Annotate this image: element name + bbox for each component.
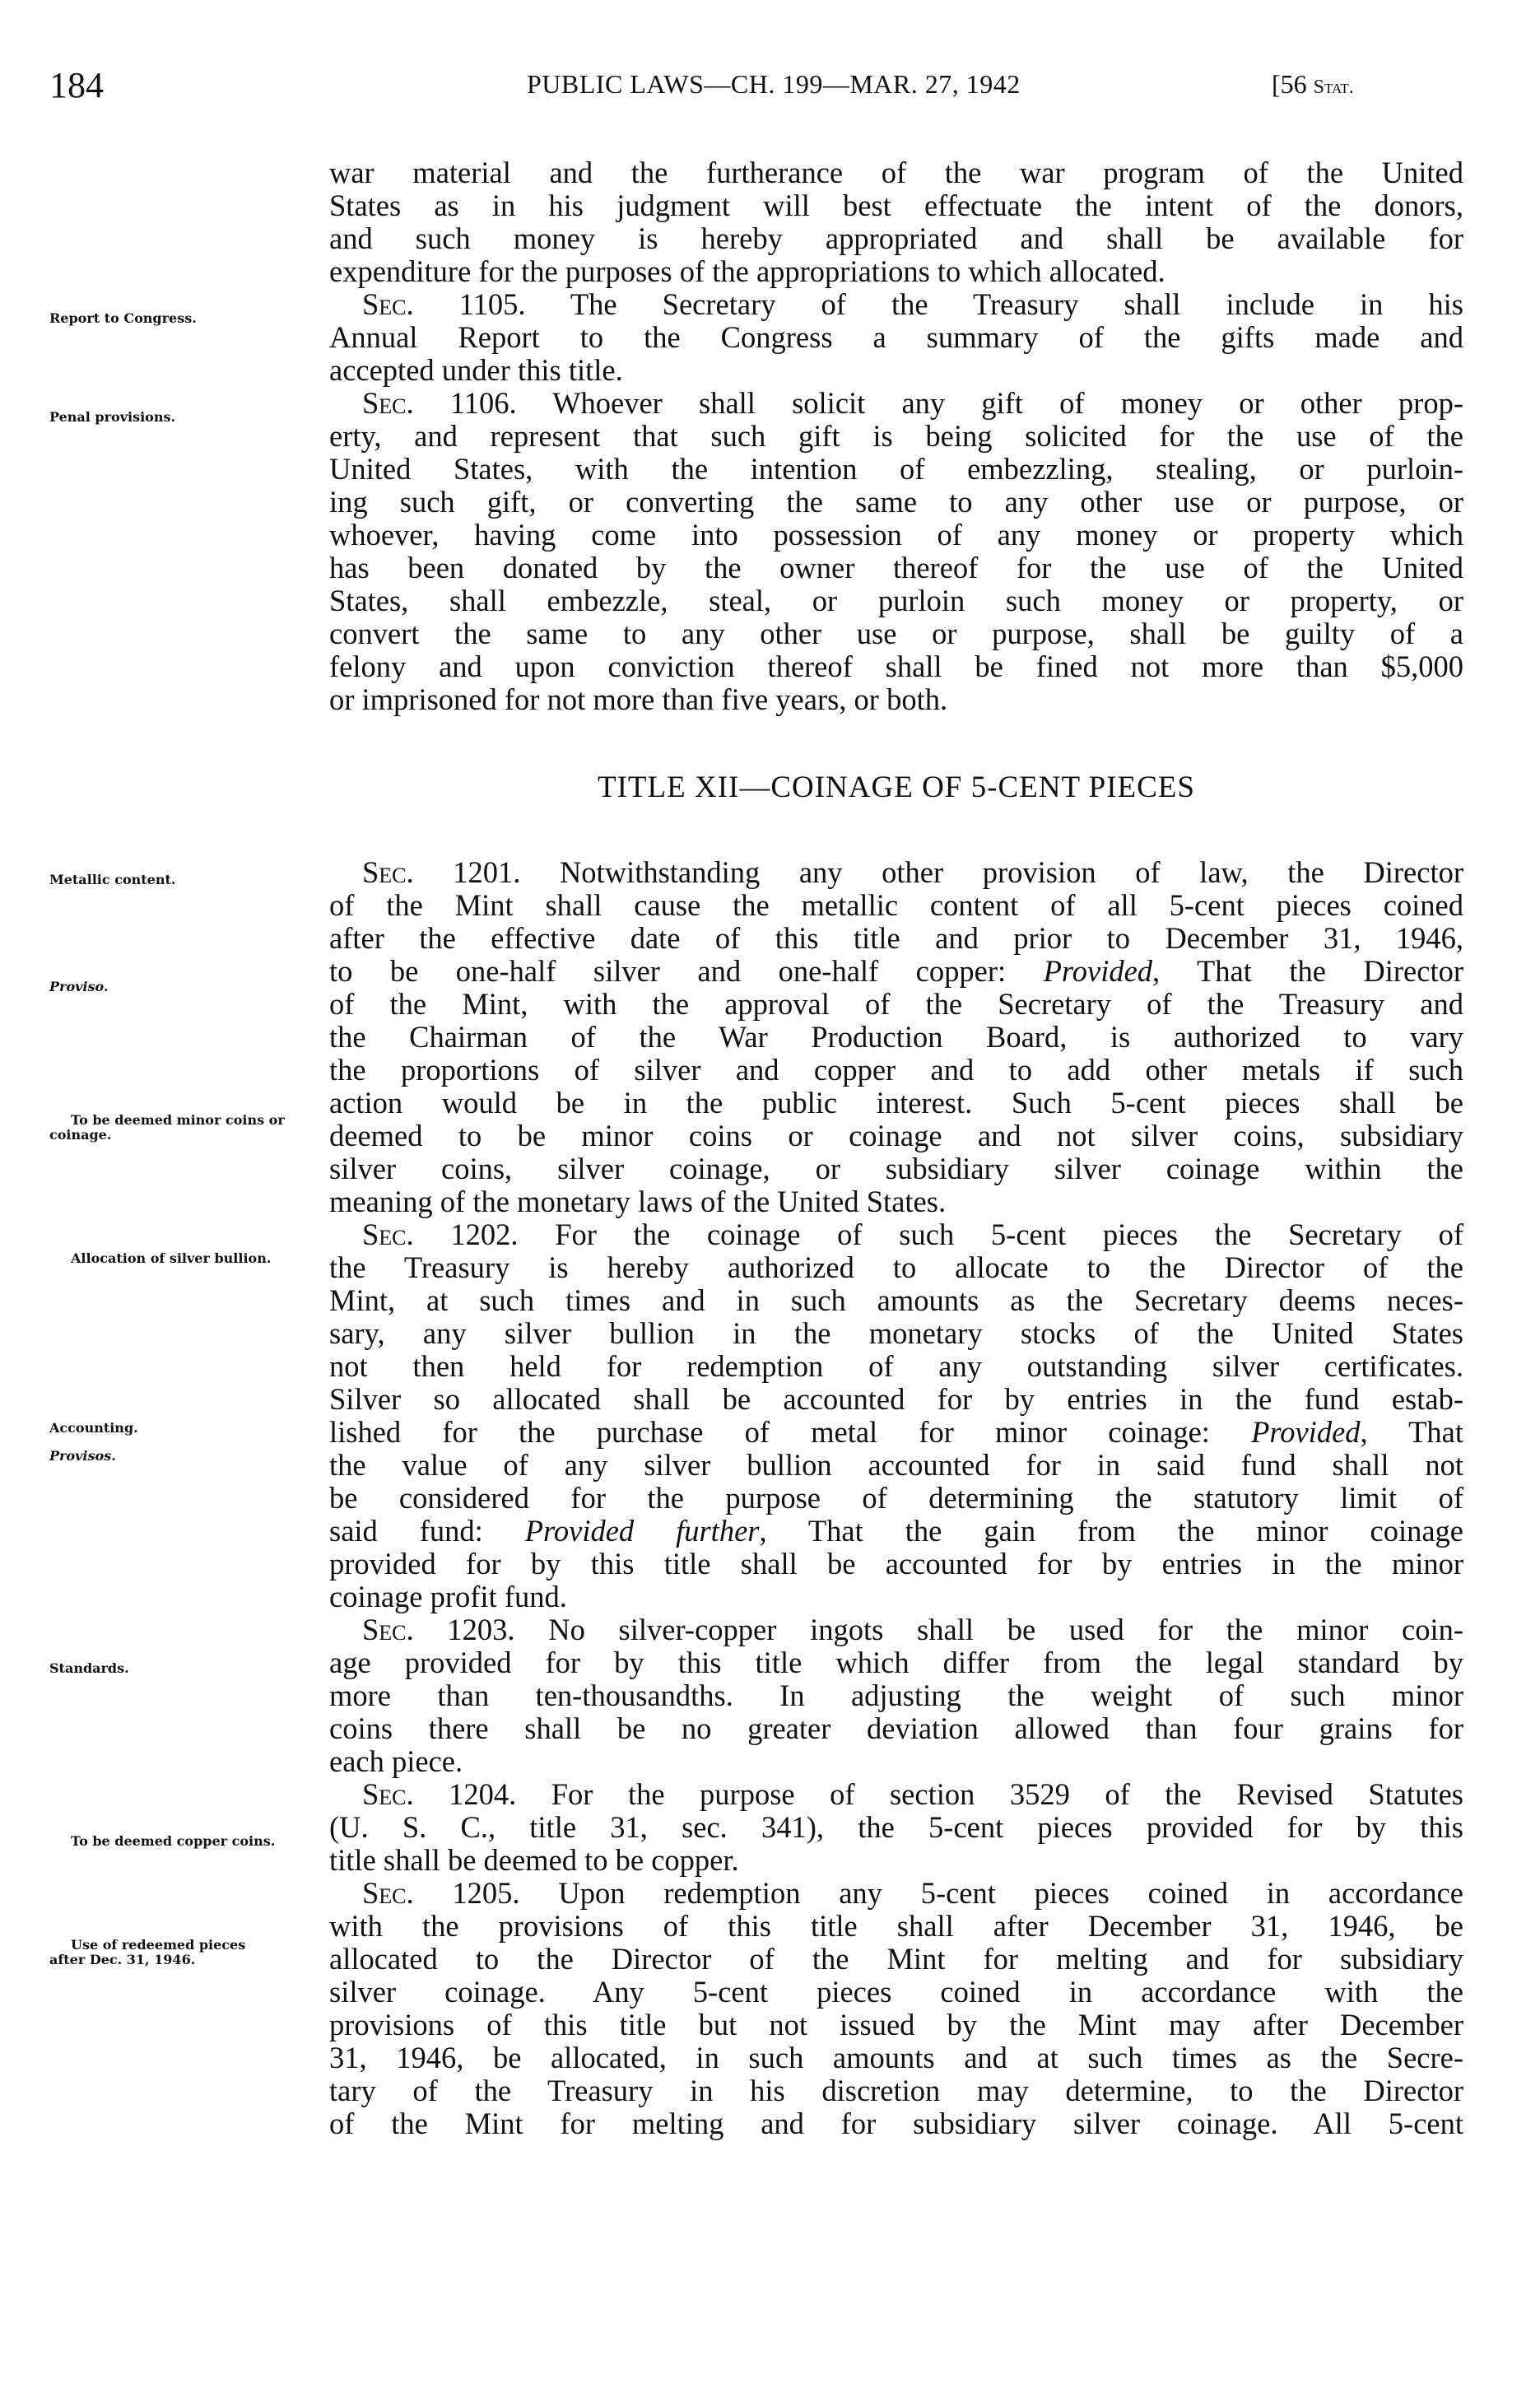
section-1106 [329, 387, 1463, 420]
section-label: Sec. 1205. [362, 1876, 520, 1910]
text-line: with the provisions of this title shall after December 31, 1946, be [329, 1909, 1463, 1943]
text-line: accepted under this title. [329, 353, 623, 387]
margin-note: Use of redeemed pieces after Dec. 31, 1946. [49, 1937, 246, 1967]
text-line: provisions of this title but not issued by the Mint may after December [329, 2008, 1463, 2041]
text-line: each piece. [329, 1744, 463, 1778]
text-line: silver coins, silver coinage, or subsidiary silver coinage within the [329, 1152, 1463, 1185]
text-line: 31, 1946, be allocated, in such amounts and at such times as the Secre- [329, 2041, 1463, 2074]
body-text-lower [329, 856, 1463, 2140]
text-line: the Treasury is hereby authorized to allocate to the Director of the [329, 1250, 1463, 1284]
body-text-upper [329, 156, 1463, 716]
margin-note: Standards. [49, 1660, 129, 1676]
margin-note: Provisos. [49, 1448, 116, 1464]
margin-note: Accounting. [49, 1420, 138, 1436]
text-line: silver coinage. Any 5-cent pieces coined in accordance with the [329, 1975, 1463, 2009]
text-line: allocated to the Director of the Mint for melting and for subsidiary [329, 1942, 1463, 1976]
text-span: , That [1360, 1415, 1463, 1449]
text-line: of the Mint, with the approval of the Secretary of the Treasury and [329, 987, 1463, 1021]
text-line: the Chairman of the War Production Board, is authorized to vary [329, 1020, 1463, 1054]
section-1205 [329, 1877, 1463, 1910]
text-line: title shall be deemed to be copper. [329, 1843, 739, 1877]
text-span: Whoever shall solicit any gift of money or other prop- [516, 386, 1463, 420]
section-label: Sec. 1203. [362, 1613, 515, 1646]
text-line: Silver so allocated shall be accounted for by entries in the fund estab- [329, 1382, 1463, 1416]
text-line: convert the same to any other use or purpose, shall be guilty of a [329, 617, 1463, 650]
text-line: the proportions of silver and copper and to add other metals if such [329, 1053, 1463, 1087]
text-span: No silver-copper ingots shall be used for the minor coin- [514, 1613, 1463, 1646]
text-line: erty, and represent that such gift is being solicited for the use of the [329, 419, 1463, 453]
text-span: to be one-half silver and one-half copper: [329, 954, 1044, 988]
section-label: Sec. 1204. [362, 1777, 517, 1811]
text-line: action would be in the public interest. Such 5-cent pieces shall be [329, 1086, 1463, 1120]
text-line: more than ten-thousandths. In adjusting the weight of such minor [329, 1678, 1463, 1712]
stat-label: Stat. [1313, 77, 1354, 98]
proviso-italic: Provided [1251, 1415, 1361, 1449]
text-line [329, 1515, 1463, 1548]
text-line: of the Mint shall cause the metallic content of all 5-cent pieces coined [329, 888, 1463, 922]
text-line: Mint, at such times and in such amounts as the Secretary deems neces- [329, 1283, 1463, 1317]
text-line: deemed to be minor coins or coinage and not silver coins, subsidiary [329, 1119, 1463, 1152]
text-span: For the coinage of such 5-cent pieces the Secretary of [518, 1217, 1463, 1251]
text-span: lished for the purchase of metal for minor coinage: [329, 1415, 1252, 1449]
text-line: or imprisoned for not more than five years, or both. [329, 682, 948, 716]
text-line: States as in his judgment will best effectuate the intent of the donors, [329, 189, 1463, 222]
text-line: whoever, having come into possession of any money or property which [329, 518, 1463, 552]
text-line: and such money is hereby appropriated and shall be available for [329, 221, 1463, 255]
text-line: States, shall embezzle, steal, or purloin such money or property, or [329, 584, 1463, 617]
running-head: PUBLIC LAWS—CH. 199—MAR. 27, 1942 [527, 69, 1021, 99]
margin-note: Allocation of silver bullion. [71, 1250, 272, 1266]
section-1203 [329, 1613, 1463, 1646]
title-heading: TITLE XII—COINAGE OF 5-CENT PIECES [598, 771, 1195, 804]
text-line: United States, with the intention of embezzling, stealing, or purloin- [329, 452, 1463, 486]
section-label: Sec. 1106. [362, 386, 517, 420]
margin-note: Report to Congress. [49, 310, 197, 326]
text-line: provided for by this title shall be accounted for by entries in the minor [329, 1547, 1463, 1581]
margin-note: To be deemed copper coins. [71, 1833, 276, 1849]
text-line: coinage profit fund. [329, 1580, 567, 1613]
text-span: Upon redemption any 5-cent pieces coined in accordance [519, 1876, 1463, 1910]
stat-volume: [56 [1272, 69, 1314, 99]
statute-reference [1272, 69, 1354, 100]
text-line: tary of the Treasury in his discretion may determine, to the Director [329, 2074, 1463, 2107]
text-line: not then held for redemption of any outstanding silver certificates. [329, 1349, 1463, 1383]
text-line: sary, any silver bullion in the monetary stocks of the United States [329, 1316, 1463, 1350]
margin-note: Metallic content. [49, 872, 176, 887]
section-1202 [329, 1218, 1463, 1251]
text-line: be considered for the purpose of determining the statutory limit of [329, 1481, 1463, 1515]
text-span: Notwithstanding any other provision of law, the Director [520, 855, 1463, 889]
text-line: war material and the furtherance of the war program of the United [329, 156, 1463, 189]
text-line [329, 955, 1463, 988]
text-line: meaning of the monetary laws of the United States. [329, 1185, 947, 1218]
text-line: ing such gift, or converting the same to any other use or purpose, or [329, 485, 1463, 519]
text-span: said fund: [329, 1514, 525, 1548]
section-label: Sec. 1202. [362, 1217, 519, 1251]
text-line: the value of any silver bullion accounted for in said fund shall not [329, 1448, 1463, 1482]
section-1105 [329, 288, 1463, 321]
text-line: Annual Report to the Congress a summary of the gifts made and [329, 320, 1463, 354]
text-span: , That the gain from the minor coinage [759, 1514, 1464, 1548]
text-span: , That the Director [1152, 954, 1463, 988]
page-number: 184 [49, 65, 104, 105]
margin-note: Penal provisions. [49, 409, 176, 425]
section-label: Sec. 1201. [362, 855, 521, 889]
text-line [329, 1416, 1463, 1449]
section-1204 [329, 1778, 1463, 1811]
text-span: The Secretary of the Treasury shall include in his [525, 287, 1463, 321]
margin-note: To be deemed minor coins or coinage. [49, 1112, 285, 1143]
proviso-italic: Provided [1043, 954, 1153, 988]
section-1201 [329, 856, 1463, 889]
margin-note: Proviso. [49, 979, 109, 994]
proviso-italic: Provided further [524, 1514, 760, 1548]
text-line: age provided for by this title which differ from the legal standard by [329, 1646, 1463, 1679]
text-line: coins there shall be no greater deviation allowed than four grains for [329, 1711, 1463, 1745]
text-line: has been donated by the owner thereof for the use of the United [329, 551, 1463, 584]
text-span: For the purpose of section 3529 of the Revised Statutes [516, 1777, 1463, 1811]
text-line: of the Mint for melting and for subsidiary silver coinage. All 5-cent [329, 2107, 1463, 2140]
text-line: (U. S. C., title 31, sec. 341), the 5-cent pieces provided for by this [329, 1810, 1463, 1844]
text-line: expenditure for the purposes of the appropriations to which allocated. [329, 254, 1165, 288]
text-line: felony and upon conviction thereof shall be fined not more than $5,000 [329, 649, 1463, 683]
section-label: Sec. 1105. [362, 287, 526, 321]
text-line: after the effective date of this title and prior to December 31, 1946, [329, 921, 1463, 955]
